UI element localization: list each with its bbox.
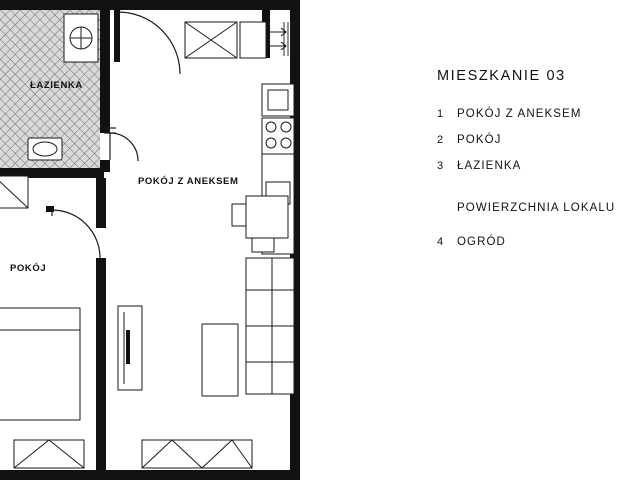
legend-panel: [437, 68, 637, 262]
interior-door: [46, 206, 100, 258]
bottom-windows: [14, 440, 252, 468]
bed: [0, 308, 80, 420]
apartment-title: MIESZKANIE 03: [437, 68, 566, 84]
coffee-table: [202, 324, 238, 396]
legend-room-name: POKÓJ: [457, 134, 502, 146]
legend-item-4: [437, 236, 637, 248]
legend-number: 2: [437, 134, 444, 146]
legend-item-3: [437, 160, 637, 172]
legend-room-name: POKÓJ Z ANEKSEM: [457, 108, 582, 120]
legend-room-name: ŁAZIENKA: [457, 160, 522, 172]
legend-item-2: [437, 134, 637, 146]
room-label-bathroom: ŁAZIENKA: [30, 80, 83, 91]
legend-item-1: [437, 108, 637, 120]
total-area-label: POWIERZCHNIA LOKALU: [457, 202, 616, 214]
wardrobe: [118, 306, 142, 390]
legend-room-name: OGRÓD: [457, 236, 506, 248]
desk: [0, 176, 28, 208]
entrance-door: [114, 10, 180, 74]
sofa: [246, 258, 294, 394]
top-right-fixtures: [185, 22, 292, 58]
legend-number: 1: [437, 108, 444, 120]
bathroom-door: [104, 128, 138, 161]
legend-number: 3: [437, 160, 444, 172]
room-label-room: POKÓJ: [10, 263, 47, 274]
room-label-living-with-kitchenette: POKÓJ Z ANEKSEM: [138, 176, 239, 187]
legend-number: 4: [437, 236, 444, 248]
